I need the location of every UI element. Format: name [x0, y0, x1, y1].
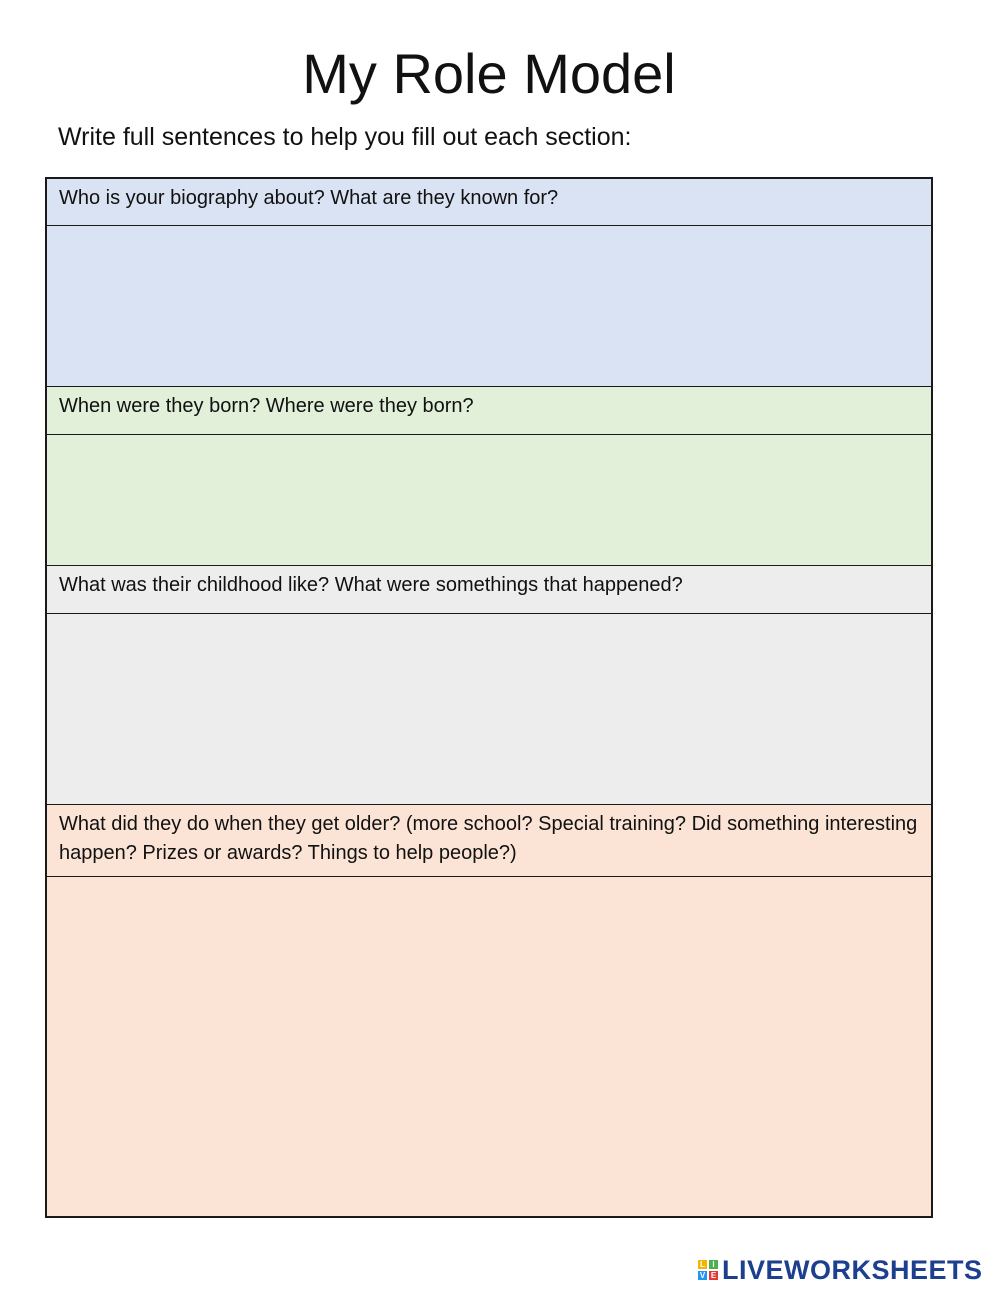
section-2-question	[47, 387, 931, 435]
section-4-answer-area[interactable]	[47, 877, 931, 1216]
worksheet-table	[45, 177, 933, 1218]
logo-mark-letter: V	[699, 1271, 706, 1280]
liveworksheets-logo	[698, 1253, 983, 1287]
section-1-answer-area[interactable]	[47, 226, 931, 387]
section-2-question-text: When were they born? Where were they born?	[59, 395, 474, 417]
section-1-question	[47, 179, 931, 226]
logo-mark-letter: L	[698, 1260, 707, 1269]
section-4-question	[47, 805, 931, 877]
logo-text: LIVEWORKSHEETS	[722, 1254, 983, 1285]
section-3-question	[47, 566, 931, 614]
section-3-answer-area[interactable]	[47, 614, 931, 805]
section-2-answer-area[interactable]	[47, 435, 931, 566]
logo-mark-letter: E	[710, 1271, 717, 1280]
page-title: My Role Model	[302, 42, 676, 105]
logo-mark-letter: I	[709, 1260, 718, 1269]
logo-mark-icon	[698, 1260, 718, 1280]
section-3-question-text: What was their childhood like? What were somethings that happened?	[59, 574, 683, 596]
section-4-question-text: What did they do when they get older? (more school? Special training? Did something interesting happen? Prizes or awards? Things to help people?)	[59, 813, 918, 864]
section-1-question-text: Who is your biography about? What are they known for?	[59, 187, 559, 209]
instructions-text: Write full sentences to help you fill out each section:	[58, 123, 632, 151]
